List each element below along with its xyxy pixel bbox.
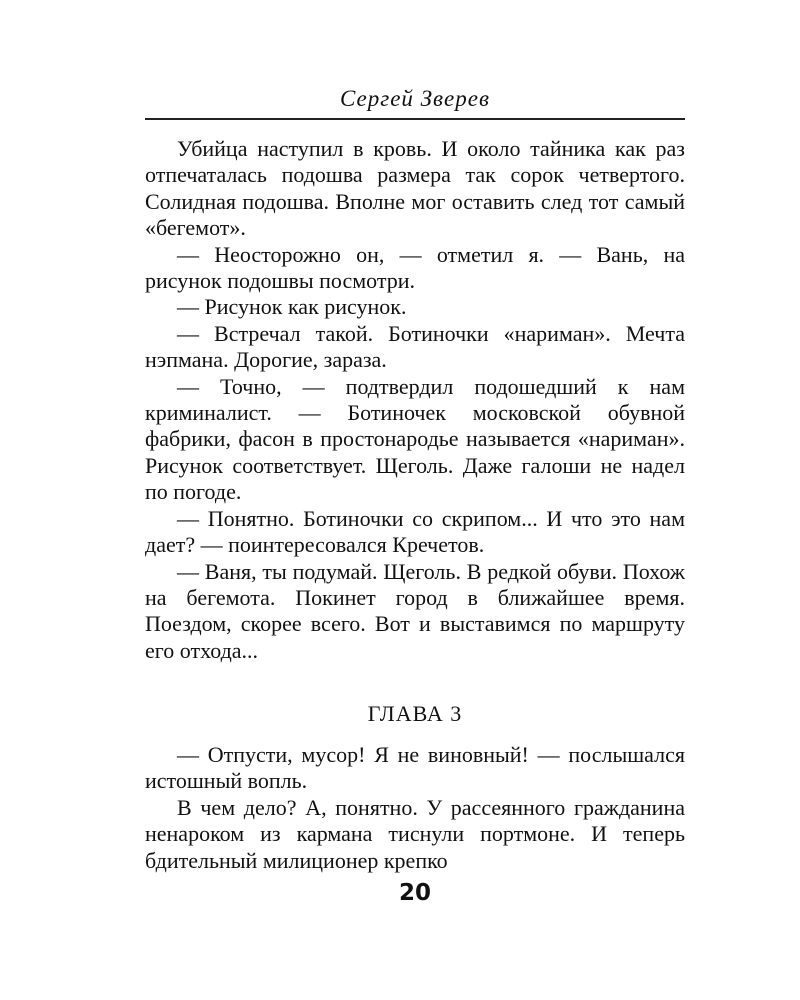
text-block-1	[145, 136, 685, 664]
paragraph: Убийца наступил в кровь. И около тайника как раз отпечаталась подошва размера так сорок четвертого. Солидная подошва. Вполне мог оставить след тот самый «бегемот».	[145, 136, 685, 241]
paragraph: В чем дело? А, понятно. У рассеянного гражданина ненароком из кармана тиснули портмоне. И теперь бдительный милиционер крепко	[145, 794, 685, 873]
paragraph: — Встречал такой. Ботиночки «нариман». Мечта нэпмана. Дорогие, зараза.	[145, 320, 685, 373]
paragraph: — Неосторожно он, — отметил я. — Вань, на рисунок подошвы посмотри.	[145, 241, 685, 294]
page-number: 20	[398, 880, 431, 906]
paragraph: — Понятно. Ботиночки со скрипом... И что это нам дает? — поинтересовался Кречетов.	[145, 505, 685, 558]
header-divider	[145, 118, 685, 120]
chapter-heading: ГЛАВА 3	[367, 701, 463, 726]
paragraph: — Отпусти, мусор! Я не виновный! — послышался истошный вопль.	[145, 742, 685, 794]
paragraph: — Рисунок как рисунок.	[177, 294, 407, 320]
paragraph: — Ваня, ты подумай. Щеголь. В редкой обуви. Похож на бегемота. Покинет город в ближайшее время. Поездом, скорее всего. Вот и выставимся по маршруту его отхода...	[145, 558, 685, 663]
paragraph: — Точно, — подтвердил подошедший к нам криминалист. — Ботиночек московской обувной фабрики, фасон в простонародье называется «нариман». Рисунок соответствует. Щеголь. Даже галоши не надел по погоде.	[145, 373, 685, 505]
running-header-author: Сергей Зверев	[340, 86, 490, 111]
text-block-2	[145, 742, 685, 874]
